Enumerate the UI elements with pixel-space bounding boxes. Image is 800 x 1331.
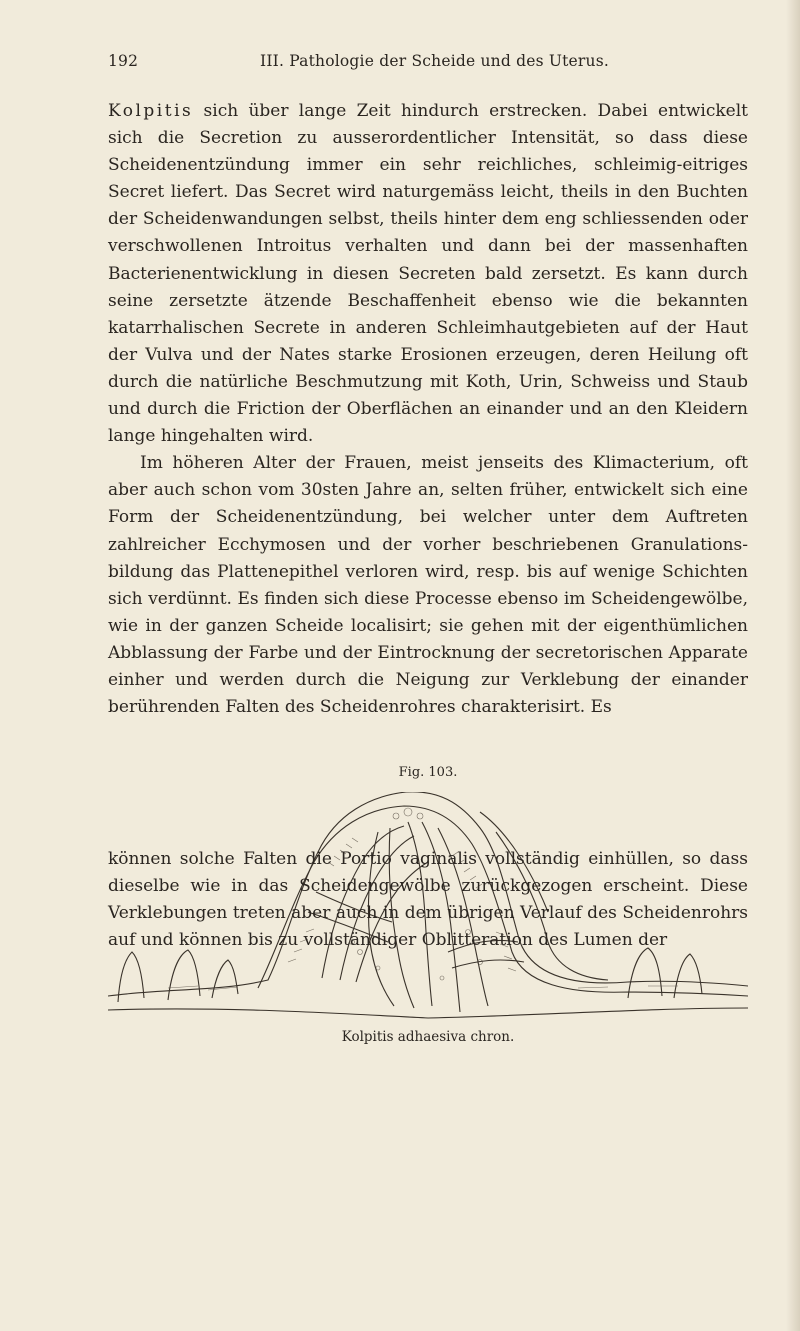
body-text-top bbox=[108, 98, 748, 721]
running-title: III. Pathologie der Scheide und des Uterus. bbox=[260, 52, 610, 70]
paragraph-3: können solche Falten die Portio vaginalis vollständig einhüllen, so dass dieselbe wie in das Scheidengewölbe zurückgezogen erscheint. Diese Verklebungen treten aber auch in dem übrigen Verlauf des Scheidenrohrs auf und können bis zu vollständiger Oblitteration des Lumen der bbox=[108, 849, 748, 951]
term-kolpitis: Kolpitis bbox=[108, 101, 194, 121]
page-number: 192 bbox=[108, 52, 139, 70]
scan-edge-shadow bbox=[786, 0, 800, 1331]
body-text-bottom bbox=[108, 846, 748, 954]
figure-caption: Kolpitis adhaesiva chron. bbox=[341, 1029, 515, 1045]
figure-label: Fig. 103. bbox=[398, 765, 458, 780]
paragraph-1-text: sich über lange Zeit hindurch erstrecken. Dabei entwickelt sich die Secretion zu ausserordentlicher Intensität, so dass diese Scheidenentzündung immer ein sehr reichliches, schleimig-eitriges Secret liefert. Das Secret wird naturgemäss leicht, theils in den Buchten der Scheidenwandungen selbst, theils hinter dem eng schliessenden oder verschwollenen Introitus verhalten und dann bei der massenhaften Bacterienentwicklung in diesen Secreten bald zersetzt. Es kann durch seine zersetzte ätzende Beschaffenheit ebenso wie die bekannten katarrhalischen Secrete in anderen Schleimhautgebieten auf der Haut der Vulva und der Nates starke Erosionen erzeugen, deren Heilung oft durch die natürliche Beschmutzung mit Koth, Urin, Schweiss und Staub und durch die Friction der Oberflächen an einander und an den Kleidern lange hingehalten wird. bbox=[108, 101, 748, 447]
paragraph-2: Im höheren Alter der Frauen, meist jenseits des Klimacterium, oft aber auch schon vom 30sten Jahre an, selten früher, entwickelt sich eine Form der Scheidenentzündung, bei welcher unter dem Auftreten zahlreicher Ecchymosen und der vorher beschriebenen Granulationsbildung das Plattenepithel verloren wird, resp. bis auf wenige Schichten sich verdünnt. Es finden sich diese Processe ebenso im Scheidengewölbe, wie in der ganzen Scheide localisirt; sie gehen mit der eigenthümlichen Abblassung der Farbe und der Eintrocknung der secretorischen Apparate einher und werden durch die Neigung zur Verklebung der einander berührenden Falten des Scheidenrohres charakterisirt. Es bbox=[108, 453, 748, 718]
paragraph-1 bbox=[108, 98, 748, 450]
